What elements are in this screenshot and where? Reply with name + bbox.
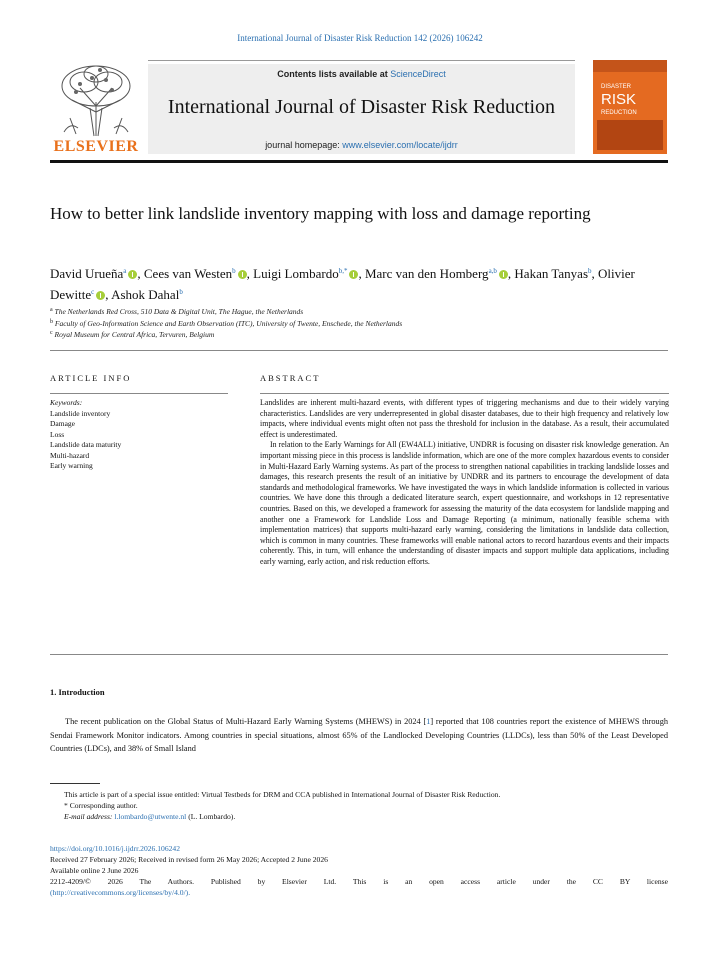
author-name[interactable]: David Urueña — [50, 266, 124, 281]
email-label: E-mail address: — [64, 812, 115, 821]
doi-link[interactable]: https://doi.org/10.1016/j.ijdrr.2026.106242 — [50, 844, 181, 853]
cover-line-3: REDUCTION — [601, 110, 637, 116]
affiliation-text: The Netherlands Red Cross, 510 Data & Digital Unit, The Hague, the Netherlands — [54, 307, 304, 316]
article-info-heading: ARTICLE INFO — [50, 373, 132, 383]
elsevier-wordmark: ELSEVIER — [53, 138, 139, 155]
cover-line-2: RISK — [601, 91, 637, 108]
orcid-icon[interactable] — [96, 291, 105, 300]
intro-text: The recent publication on the Global Status of Multi-Hazard Early Warning Systems (MHEWS) in 2024 [ — [65, 717, 427, 726]
affiliation-sup: b — [50, 319, 53, 325]
affiliation — [50, 330, 670, 339]
license-statement: 2212-4209/© 2026 The Authors. Published by Elsevier Ltd. This is an open access article under the CC BY license — [50, 877, 668, 886]
introduction-heading: 1. Introduction — [50, 687, 105, 697]
journal-homepage-link[interactable]: www.elsevier.com/locate/ijdrr — [342, 140, 458, 150]
affiliation — [50, 307, 670, 316]
affiliation-sup: c — [50, 330, 53, 336]
author[interactable] — [111, 287, 183, 302]
email-link[interactable]: l.lombardo@utwente.nl — [114, 812, 187, 821]
author-name[interactable]: Ashok Dahal — [111, 287, 180, 302]
abstract-body — [260, 398, 669, 568]
author-name[interactable]: Cees van Westen — [143, 266, 233, 281]
journal-citation[interactable]: International Journal of Disaster Risk Reduction 142 (2026) 106242 — [237, 33, 483, 43]
email-note — [50, 811, 670, 822]
author-affil-sup[interactable]: a — [123, 267, 127, 275]
abstract-paragraph: Landslides are inherent multi-hazard events, with different types of triggering mechanisms and due to their widely varying characteristics. Landslides are very underrepresented in global disaster databases, due to their high frequency and relatively low impacts, where individual events might often not pass the threshold for inclusion in the database. As a result, their accumulated effect is underestimated. — [260, 398, 669, 439]
author[interactable] — [253, 266, 358, 281]
orcid-icon[interactable] — [238, 270, 247, 279]
author[interactable] — [144, 266, 247, 281]
keyword: Loss — [50, 429, 65, 439]
author[interactable] — [514, 266, 591, 281]
abstract-heading: ABSTRACT — [260, 373, 321, 383]
author-list: David Urueña$^a$ , Cees van Westen$^b$ , Luigi Lombardo$^{b,*}$ , Marc van den Homberg$^{a,b}$ , Hakan Tanyas$^b$, Olivier Dewitte$^c$ , Ashok Dahal$^b$ — [50, 266, 635, 302]
homepage-line — [148, 140, 575, 150]
footnotes — [50, 789, 670, 822]
article-info-rule — [50, 393, 228, 394]
keyword: Damage — [50, 419, 75, 428]
email-owner: (L. Lombardo). — [186, 812, 236, 821]
contents-prefix: Contents lists available at — [277, 69, 391, 79]
keyword: Landslide data maturity — [50, 440, 122, 449]
homepage-prefix: journal homepage: — [265, 140, 343, 150]
author-name[interactable]: Marc van den Homberg — [364, 266, 489, 281]
masthead-top-rule — [148, 60, 575, 61]
author-affil-sup[interactable]: a,b — [488, 267, 497, 275]
cover-line-1: DISASTER — [601, 84, 632, 90]
orcid-icon[interactable] — [349, 270, 358, 279]
journal-title: International Journal of Disaster Risk Reduction — [167, 96, 556, 118]
affiliation-text: Royal Museum for Central Africa, Tervuren, Belgium — [54, 330, 215, 339]
author-name[interactable]: Hakan Tanyas — [514, 266, 588, 281]
keywords-block — [50, 398, 230, 472]
keyword: Early warning — [50, 461, 93, 470]
author-affil-sup[interactable]: b — [588, 267, 592, 275]
reference-link[interactable]: 1 — [426, 717, 431, 726]
masthead-rule — [50, 160, 668, 163]
author-name[interactable]: Luigi Lombardo — [253, 266, 339, 281]
section-divider — [50, 654, 668, 655]
keyword: Multi-hazard — [50, 450, 90, 460]
affiliation — [50, 319, 670, 328]
author-affil-sup[interactable]: c — [91, 288, 95, 296]
abstract-paragraph: In relation to the Early Warnings for All (EW4ALL) initiative, UNDRR is focusing on disaster risk knowledge generation. An important missing piece in this process is landslide information, which are one of the more complex hazardous events to consider in Multi-Hazard Early Warning systems. As part of the process to strengthen national capabilities in tracking landslide losses and damages, this research presents the result of an initiative by UNDRR and its partners to encourage the development of data standards and methodological frameworks. We have investigated the ways in which landslide information is collected in various countries. We have done this through a dedicated literature search, expert questionnaire, and workshops in 12 representative countries. Based on this, we developed a framework for assessing the maturity of the data ecosystem for landslide mapping and another one a Framework for Landslide Loss and Damage Reporting (a minimum, nationally feasible schema with implementation matrices) that supports multi-hazard early warning, considering the limitations in landslide data collection, which is common in many countries. These frameworks will enable national actors to record hazardous events and their impacts coherently. This, in turn, will enhance the understanding of disaster impacts and support multiple data applications, including early warning, early action, and risk reduction efforts. — [260, 440, 669, 566]
bibliographic-info — [50, 843, 668, 898]
contents-line — [148, 69, 575, 79]
keyword: Landslide inventory — [50, 408, 111, 418]
author-affil-sup[interactable]: b — [232, 267, 236, 275]
section-divider — [50, 350, 668, 351]
intro-text: ] reported that 108 countries report the existence of MHEWS through Sendai Framework Monitor indicators. Among countries in special situations, almost 65% of the Landlocked Developing Countries (LLDCs), less than 50% of the Least Developed Countries (LDCs), and 38% of Small Island — [50, 717, 668, 753]
article-history: Received 27 February 2026; Received in revised form 26 May 2026; Accepted 2 June 2026 — [50, 855, 328, 864]
author[interactable] — [365, 266, 508, 281]
footnote-rule — [50, 783, 100, 784]
sciencedirect-link[interactable]: ScienceDirect — [390, 69, 446, 79]
orcid-icon[interactable] — [499, 270, 508, 279]
corresponding-author-note: * Corresponding author. — [64, 801, 138, 810]
journal-cover-image[interactable] — [593, 60, 667, 154]
introduction-paragraph — [50, 715, 668, 756]
online-date: Available online 2 June 2026 — [50, 866, 139, 875]
special-issue-note: This article is part of a special issue entitled: Virtual Testbeds for DRM and CCA published in International Journal of Disaster Risk Reduction. — [64, 790, 501, 799]
affiliation-sup: a — [50, 307, 53, 313]
affiliation-text: Faculty of Geo-Information Science and Earth Observation (ITC), University of Twente, Enschede, the Netherlands — [54, 319, 403, 328]
abstract-rule — [260, 393, 669, 394]
keywords-label: Keywords: — [50, 398, 83, 407]
author-name[interactable]: Olivier Dewitte — [50, 266, 635, 302]
author-affil-sup[interactable]: b,* — [338, 267, 348, 275]
article-title: How to better link landslide inventory mapping with loss and damage reporting — [50, 204, 591, 223]
license-link[interactable]: (http://creativecommons.org/licenses/by/4.0/). — [50, 888, 191, 897]
author[interactable] — [50, 266, 137, 281]
orcid-icon[interactable] — [128, 270, 137, 279]
author-affil-sup[interactable]: b — [179, 288, 183, 296]
